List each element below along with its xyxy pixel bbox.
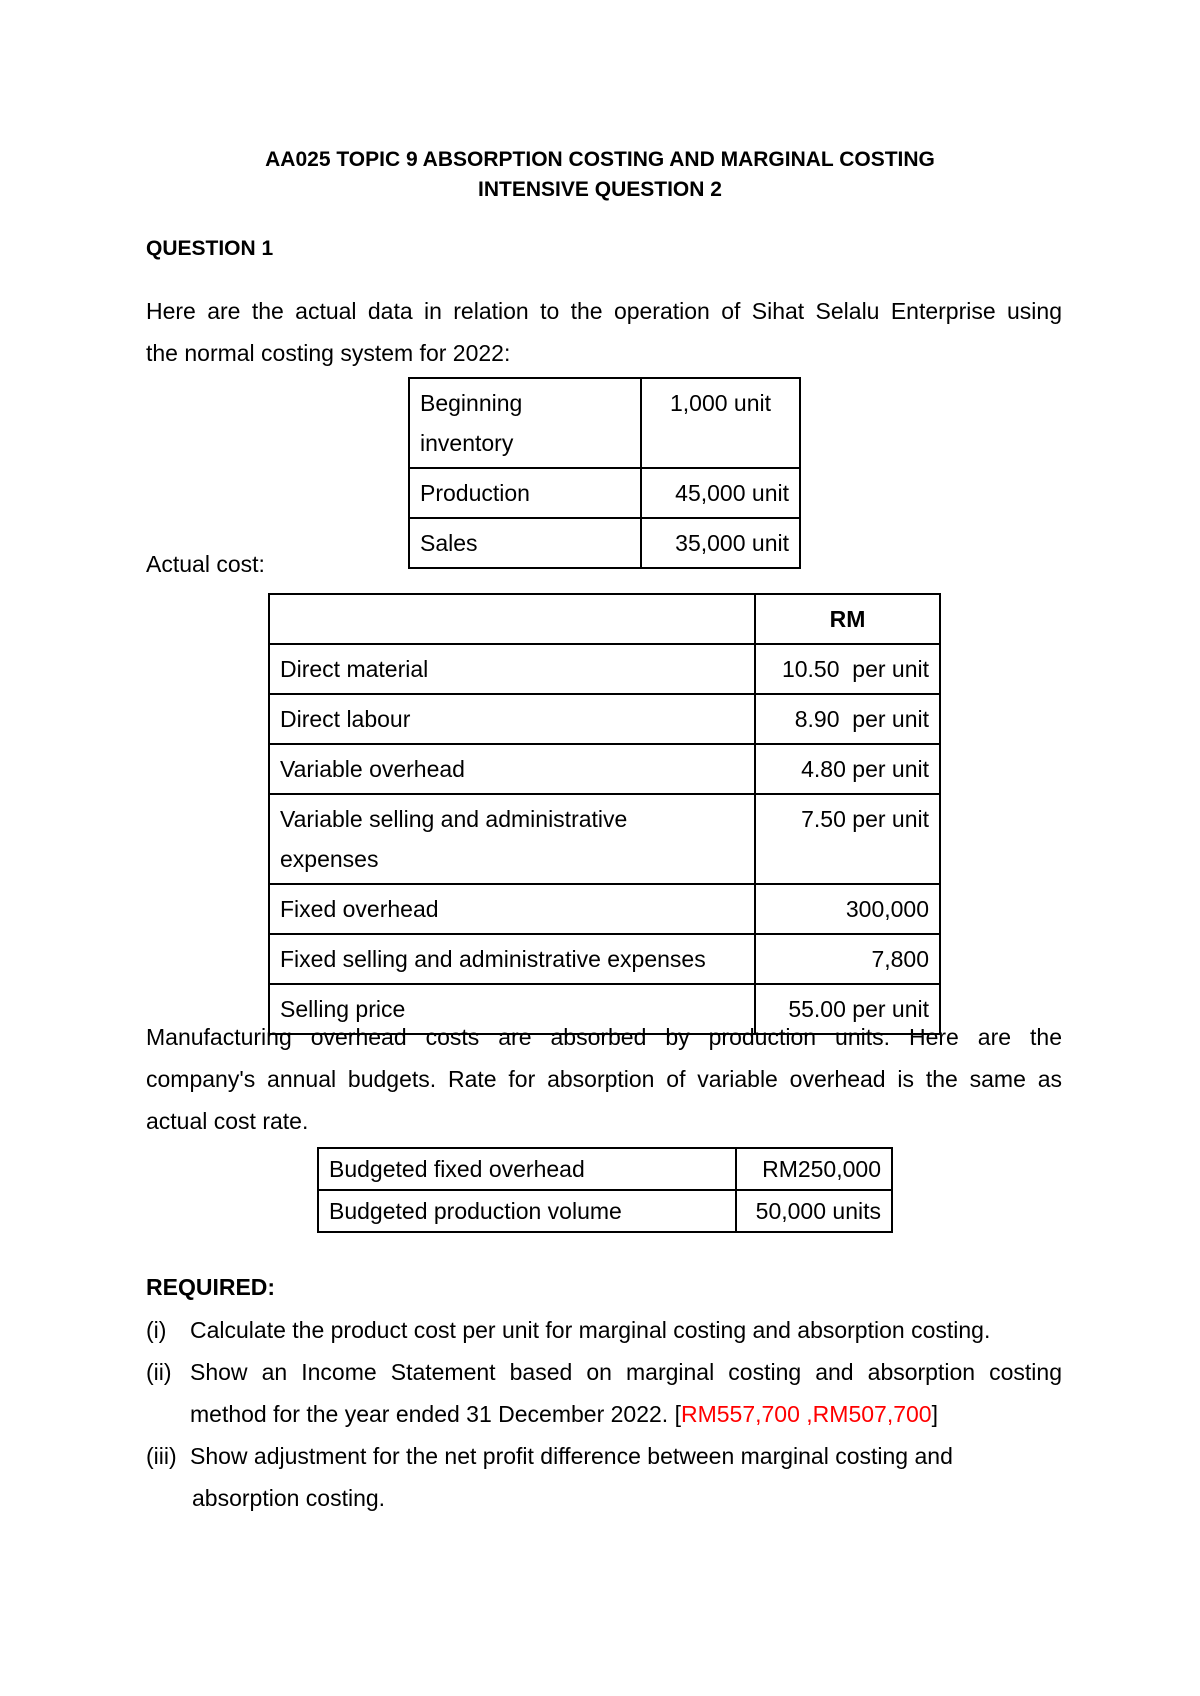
item-number: (i) [146,1317,167,1343]
cost-value: 8.90 per unit [755,694,940,744]
item-text: Calculate the product cost per unit for marginal costing and absorption costing. [190,1317,991,1343]
item-number: (iii) [146,1443,177,1469]
actual-cost-table [268,593,941,1035]
header-empty-cell [269,594,755,644]
item-text-line-2 [190,1393,1062,1435]
budget-label: Budgeted fixed overhead [318,1148,736,1190]
actual-cost-label: Actual cost: [146,551,265,577]
table-row [318,1190,892,1232]
cost-value: 10.50 per unit [755,644,940,694]
budget-label: Budgeted production volume [318,1190,736,1232]
intro-paragraph [146,290,1062,374]
table-row [409,468,800,518]
units-label: Sales [409,518,641,568]
table-row [269,644,940,694]
cost-value: 7,800 [755,934,940,984]
document-title: AA025 TOPIC 9 ABSORPTION COSTING AND MARGINAL COSTING [265,148,935,171]
intro-line-1: Here are the actual data in relation to the operation of Sihat Selalu Enterprise using [146,298,1062,324]
required-item-2 [146,1351,1062,1435]
required-item-1 [146,1309,1062,1351]
cost-label: Direct material [269,644,755,694]
budget-table [317,1147,893,1233]
units-table [408,377,801,569]
units-label: Production [409,468,641,518]
table-row [269,794,940,884]
budget-paragraph [146,1016,1062,1142]
cost-value: 7.50 per unit [755,794,940,884]
table-row [318,1148,892,1190]
units-value: 45,000 unit [641,468,800,518]
item-text-body: method for the year ended 31 December 2022. [190,1401,675,1427]
required-item-3 [146,1435,1062,1519]
units-label: Beginning inventory [409,378,641,468]
item-text: Show adjustment for the net profit difference between marginal costing and absorption costing. [190,1443,953,1511]
table-row [269,594,940,644]
required-heading: REQUIRED: [146,1274,276,1300]
table-row [269,744,940,794]
budget-line-2: company's annual budgets. Rate for absorption of variable overhead is the same as [146,1066,1062,1092]
budget-value: 50,000 units [736,1190,892,1232]
rm-header: RM [755,594,940,644]
answer-bracket-close: ] [931,1401,938,1427]
answer-text: RM557,700 ,RM507,700 [680,1401,932,1427]
cost-value: 4.80 per unit [755,744,940,794]
table-row [269,694,940,744]
cost-label: Fixed overhead [269,884,755,934]
table-row [269,884,940,934]
cost-label: Selling price [269,984,755,1034]
cost-label: Fixed selling and administrative expenses [269,934,755,984]
cost-label: Variable selling and administrative expenses [269,794,755,884]
item-text-line-1: Show an Income Statement based on marginal costing and absorption costing [190,1359,1062,1385]
answer-bracket-open: [ [674,1401,681,1427]
units-value: 1,000 unit [641,378,800,468]
intro-line-2: the normal costing system for 2022: [146,340,511,366]
item-number: (ii) [146,1359,172,1385]
item-text [190,1351,1062,1435]
document-subtitle: INTENSIVE QUESTION 2 [478,178,722,201]
cost-label: Direct labour [269,694,755,744]
table-row [409,378,800,468]
table-row [269,934,940,984]
budget-value: RM250,000 [736,1148,892,1190]
budget-line-1: Manufacturing overhead costs are absorbed by production units. Here are the [146,1024,1062,1050]
cost-label: Variable overhead [269,744,755,794]
cost-value: 300,000 [755,884,940,934]
units-value: 35,000 unit [641,518,800,568]
cost-value: 55.00 per unit [755,984,940,1034]
question-heading: QUESTION 1 [146,237,274,260]
budget-line-3: actual cost rate. [146,1108,309,1134]
